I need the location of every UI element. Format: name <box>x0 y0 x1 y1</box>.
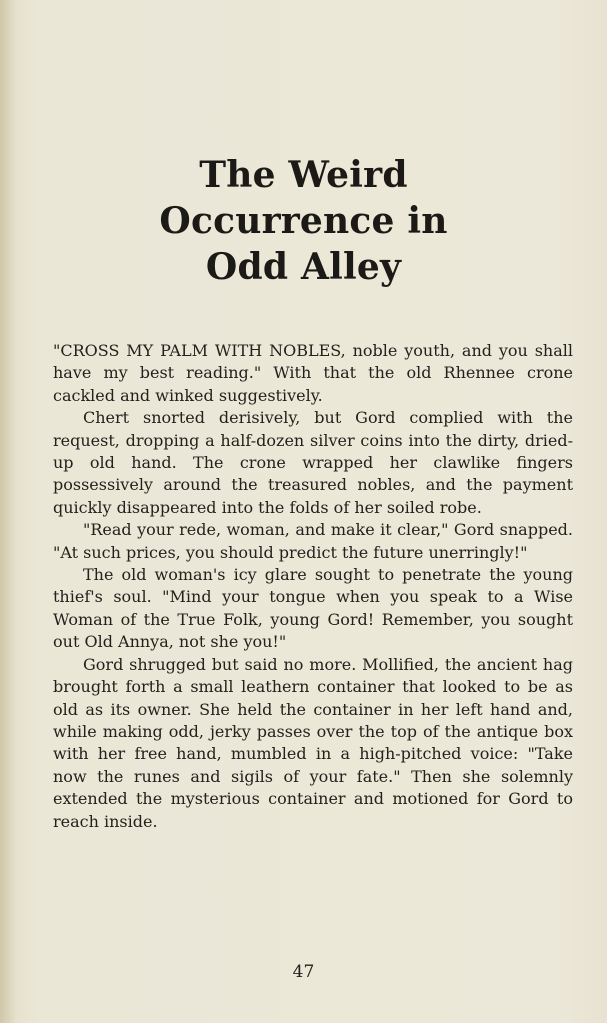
chapter-title-line: Occurrence in <box>159 200 448 242</box>
paragraph: The old woman's icy glare sought to penetrate the young thief's soul. "Mind your tongue when you speak to a Wise Woman of the True Folk, young Gord! Remember, you sought out Old Annya, not she you!" <box>53 565 573 652</box>
paragraph: Gord shrugged but said no more. Mollified, the ancient hag brought forth a small leathern container that looked to be as old as its owner. She held the container in her left hand and, while making odd, jerky passes over the top of the antique box with her free hand, mumbled in a high-pitched voice: "Take now the runes and sigils of your fate." Then she solemnly extended the mysterious container and motioned for Gord to reach inside. <box>53 654 573 831</box>
chapter-body <box>53 340 573 833</box>
chapter-title-line: The Weird <box>199 154 408 196</box>
paragraph: "Read your rede, woman, and make it clear," Gord snapped. "At such prices, you should predict the future unerringly!" <box>53 520 573 562</box>
page-number: 47 <box>292 962 315 982</box>
paragraph: "CROSS MY PALM WITH NOBLES, noble youth, and you shall have my best reading." With that the old Rhennee crone cackled and winked suggestively. <box>53 341 573 405</box>
chapter-title <box>0 152 607 290</box>
paragraph: Chert snorted derisively, but Gord complied with the request, dropping a half-dozen silver coins into the dirty, dried-up old hand. The crone wrapped her clawlike fingers possessively around the treasured nobles, and the payment quickly disappeared into the folds of her soiled robe. <box>53 408 573 517</box>
chapter-title-line: Odd Alley <box>205 246 402 288</box>
